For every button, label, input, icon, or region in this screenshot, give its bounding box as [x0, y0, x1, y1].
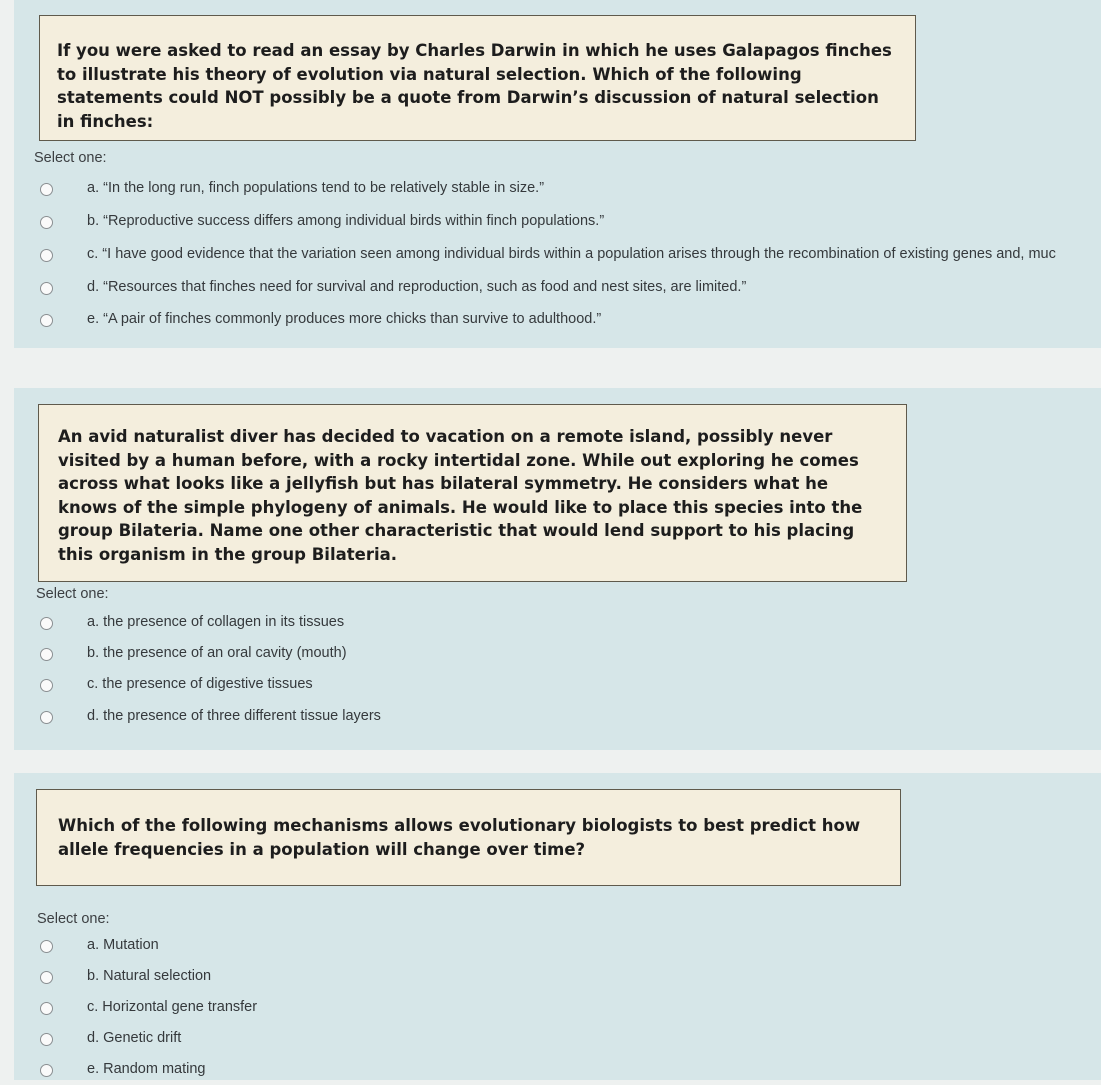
question-2: [14, 388, 1101, 750]
radio-button[interactable]: [40, 183, 53, 196]
radio-button[interactable]: [40, 1002, 53, 1015]
radio-button[interactable]: [40, 971, 53, 984]
radio-button[interactable]: [40, 711, 53, 724]
option-label: b. Natural selection: [87, 968, 212, 984]
option-label: c. the presence of digestive tissues: [87, 676, 313, 692]
option-label: a. Mutation: [87, 937, 159, 953]
question-3-select-label: Select one:: [37, 911, 110, 927]
option-label: e. “A pair of finches commonly produces more chicks than survive to adulthood.”: [87, 311, 602, 327]
radio-button[interactable]: [40, 1064, 53, 1077]
option-label: c. Horizontal gene transfer: [87, 999, 258, 1015]
question-1-select-label: Select one:: [34, 150, 107, 166]
radio-button[interactable]: [40, 249, 53, 262]
option-label: d. “Resources that finches need for survival and reproduction, such as food and nest sites, are limited.”: [87, 279, 747, 295]
option-label: a. “In the long run, finch populations tend to be relatively stable in size.”: [87, 180, 545, 196]
option-label: c. “I have good evidence that the variation seen among individual birds within a population arises through the recombination of existing genes and, muc: [87, 246, 1056, 262]
radio-button[interactable]: [40, 282, 53, 295]
option-label: d. the presence of three different tissue layers: [87, 708, 381, 724]
radio-button[interactable]: [40, 940, 53, 953]
question-3: [14, 773, 1101, 1080]
radio-button[interactable]: [40, 314, 53, 327]
question-1-text: If you were asked to read an essay by Charles Darwin in which he uses Galapagos finches to illustrate his theory of evolution via natural selection. Which of the following statements could NOT possibly be a quote from Darwin’s discussion of natural selection in finches:: [39, 15, 916, 141]
radio-button[interactable]: [40, 617, 53, 630]
question-3-text: Which of the following mechanisms allows evolutionary biologists to best predict how allele frequencies in a population will change over time?: [36, 789, 901, 886]
option-label: d. Genetic drift: [87, 1030, 182, 1046]
question-1: [14, 0, 1101, 348]
radio-button[interactable]: [40, 1033, 53, 1046]
option-label: a. the presence of collagen in its tissues: [87, 614, 345, 630]
radio-button[interactable]: [40, 216, 53, 229]
radio-button[interactable]: [40, 679, 53, 692]
radio-button[interactable]: [40, 648, 53, 661]
option-label: e. Random mating: [87, 1061, 206, 1077]
question-2-select-label: Select one:: [36, 586, 109, 602]
question-2-text: An avid naturalist diver has decided to vacation on a remote island, possibly never visited by a human before, with a rocky intertidal zone. While out exploring he comes across what looks like a jellyfish but has bilateral symmetry. He considers what he knows of the simple phylogeny of animals. He would like to place this species into the group Bilateria. Name one other characteristic that would lend support to his placing this organism in the group Bilateria.: [38, 404, 907, 582]
option-label: b. “Reproductive success differs among individual birds within finch populations.”: [87, 213, 605, 229]
option-label: b. the presence of an oral cavity (mouth): [87, 645, 347, 661]
